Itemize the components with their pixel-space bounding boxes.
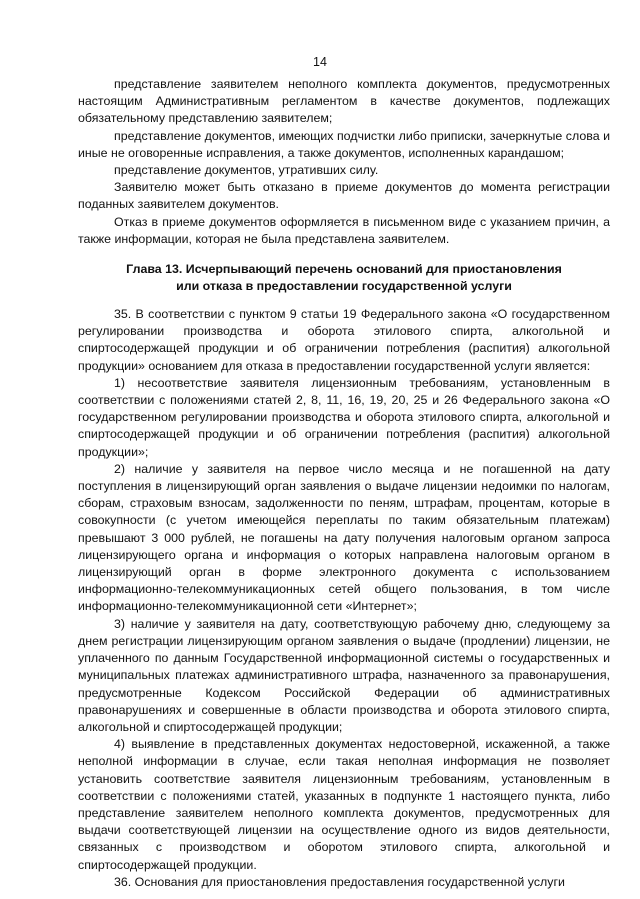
paragraph-clause-35: 35. В соответствии с пунктом 9 статьи 19 Федерального закона «О государственном регулировании производства и оборота этилового спирта, алкогольной и спиртосодержащей продукции и об ограничении потребления (распития) алкогольной продукции» основанием для отказа в предоставлении государственной услуги является: bbox=[78, 307, 610, 373]
paragraph-incomplete-docs: представление заявителем неполного комплекта документов, предусмотренных настоящим Административным регламентом в качестве документов, подлежащих обязательному представлению заявителем; bbox=[78, 77, 610, 126]
chapter-heading-line-2: или отказа в предоставлении государственной услуги bbox=[176, 279, 512, 294]
document-body bbox=[78, 76, 610, 891]
paragraph-item-3: 3) наличие у заявителя на дату, соответствующую рабочему дню, следующему за днем регистрации лицензирующим органом заявления о выдаче (продлении) лицензии, не уплаченного по данным Государственной информационной системы о государственных и муниципальных платежах административного штрафа, назначенного за правонарушения, предусмотренные Кодексом Российской Федерации об административных правонарушениях и совершенные в области производства и оборота этилового спирта, алкогольной и спиртосодержащей продукции; bbox=[78, 616, 610, 734]
paragraph-refusal-before-registration: Заявителю может быть отказано в приеме документов до момента регистрации поданных заявителем документов. bbox=[78, 180, 610, 212]
page-number: 14 bbox=[313, 55, 327, 69]
paragraph-item-1: 1) несоответствие заявителя лицензионным требованиям, установленным в соответствии с положениями статей 2, 8, 11, 16, 19, 20, 25 и 26 Федерального закона «О государственном регулировании производства и оборота этилового спирта, алкогольной и спиртосодержащей продукции и об ограничении потребления (распития) алкогольной продукции»; bbox=[78, 375, 610, 459]
paragraph-refusal-in-writing: Отказ в приеме документов оформляется в письменном виде с указанием причин, а также информации, которая не была представлена заявителем. bbox=[78, 214, 610, 246]
paragraph-corrections: представление документов, имеющих подчистки либо приписки, зачеркнутые слова и иные не оговоренные исправления, а также документов, исполненных карандашом; bbox=[78, 128, 610, 160]
paragraph-clause-36: 36. Основания для приостановления предоставления государственной услуги bbox=[114, 874, 565, 889]
paragraph-item-4: 4) выявление в представленных документах недостоверной, искаженной, а также неполной информации в случае, если такая неполная информация не позволяет установить соответствие заявителя лицензионным требованиям, установленным в соответствии с положениями статей, указанных в подпункте 1 настоящего пункта, либо представление заявителем неполного комплекта документов, предусмотренных для выдачи соответствующей лицензии на осуществление одного из видов деятельности, связанных с производством и оборотом этилового спирта, алкогольной и спиртосодержащей продукции. bbox=[78, 737, 610, 872]
paragraph-item-2: 2) наличие у заявителя на первое число месяца и не погашенной на дату поступления в лицензирующий орган заявления о выдаче лицензии недоимки по налогам, сборам, страховым взносам, задолженности по пеням, штрафам, процентам, которые в совокупности (с учетом имеющейся переплаты по таким обязательным платежам) превышают 3 000 рублей, не погашены на дату получения налоговым органом запроса лицензирующего органа и информация о которых направлена налоговым органом в лицензирующий орган в форме электронного документа с использованием информационно-телекоммуникационных сетей общего пользования, в том числе информационно-телекоммуникационной сети «Интернет»; bbox=[78, 461, 610, 614]
chapter-heading-line-1: Глава 13. Исчерпывающий перечень оснований для приостановления bbox=[126, 262, 562, 277]
paragraph-expired-docs: представление документов, утративших силу. bbox=[114, 163, 379, 178]
chapter-heading bbox=[78, 261, 610, 295]
